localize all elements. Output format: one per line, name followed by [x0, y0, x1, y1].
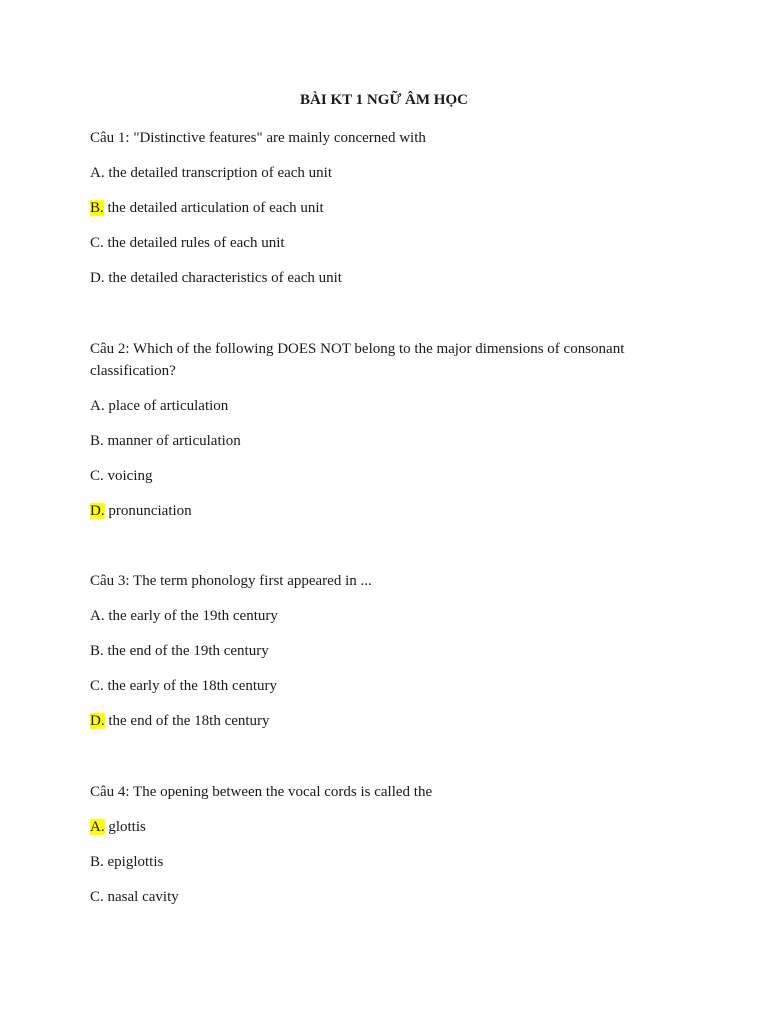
- option-letter: A.: [90, 608, 105, 624]
- document-title: BÀI KT 1 NGỮ ÂM HỌC: [300, 92, 468, 108]
- option-text: voicing: [103, 468, 153, 484]
- q1-option-a: [90, 162, 332, 184]
- q4-option-b: [90, 851, 163, 873]
- option-letter: B.: [90, 643, 104, 659]
- option-letter: C.: [90, 889, 104, 905]
- option-text: nasal cavity: [103, 889, 179, 905]
- q1-option-b: [90, 197, 324, 219]
- question-3: Câu 3: The term phonology first appeared in ...: [90, 573, 372, 589]
- option-letter: A.: [90, 398, 105, 414]
- option-text: manner of articulation: [103, 433, 241, 449]
- answer-highlight: A.: [90, 819, 105, 835]
- option-letter: A.: [90, 165, 105, 181]
- question-1: Câu 1: "Distinctive features" are mainly concerned with: [90, 130, 426, 146]
- option-text: the detailed rules of each unit: [103, 235, 285, 251]
- answer-highlight: D.: [90, 713, 105, 729]
- option-text: the detailed articulation of each unit: [103, 200, 324, 216]
- q3-option-b: [90, 640, 269, 662]
- q2-option-b: [90, 430, 241, 452]
- question-2-line-1: Câu 2: Which of the following DOES NOT belong to the major dimensions of consonant: [90, 341, 625, 357]
- answer-highlight: D.: [90, 503, 105, 519]
- option-letter: C.: [90, 678, 104, 694]
- option-text: pronunciation: [104, 503, 192, 519]
- q2-option-a: [90, 395, 228, 417]
- q4-option-a: [90, 816, 146, 838]
- option-text: epiglottis: [103, 854, 164, 870]
- option-text: glottis: [104, 819, 146, 835]
- answer-highlight: B.: [90, 200, 104, 216]
- option-letter: B.: [90, 433, 104, 449]
- q3-option-d: [90, 710, 270, 732]
- option-letter: C.: [90, 235, 104, 251]
- option-letter: C.: [90, 468, 104, 484]
- question-2-line-2: classification?: [90, 363, 176, 379]
- option-text: the detailed transcription of each unit: [104, 165, 333, 181]
- option-text: the detailed characteristics of each unit: [104, 270, 342, 286]
- option-text: the end of the 19th century: [103, 643, 269, 659]
- q3-option-a: [90, 605, 278, 627]
- option-text: place of articulation: [104, 398, 229, 414]
- q2-option-c: [90, 465, 153, 487]
- question-4: Câu 4: The opening between the vocal cords is called the: [90, 784, 433, 800]
- q2-option-d: [90, 500, 192, 522]
- q1-option-d: [90, 267, 342, 289]
- option-text: the early of the 19th century: [104, 608, 278, 624]
- option-letter: B.: [90, 854, 104, 870]
- q1-option-c: [90, 232, 285, 254]
- q3-option-c: [90, 675, 277, 697]
- option-text: the end of the 18th century: [104, 713, 270, 729]
- option-text: the early of the 18th century: [103, 678, 278, 694]
- q4-option-c: [90, 886, 179, 908]
- option-letter: D.: [90, 270, 105, 286]
